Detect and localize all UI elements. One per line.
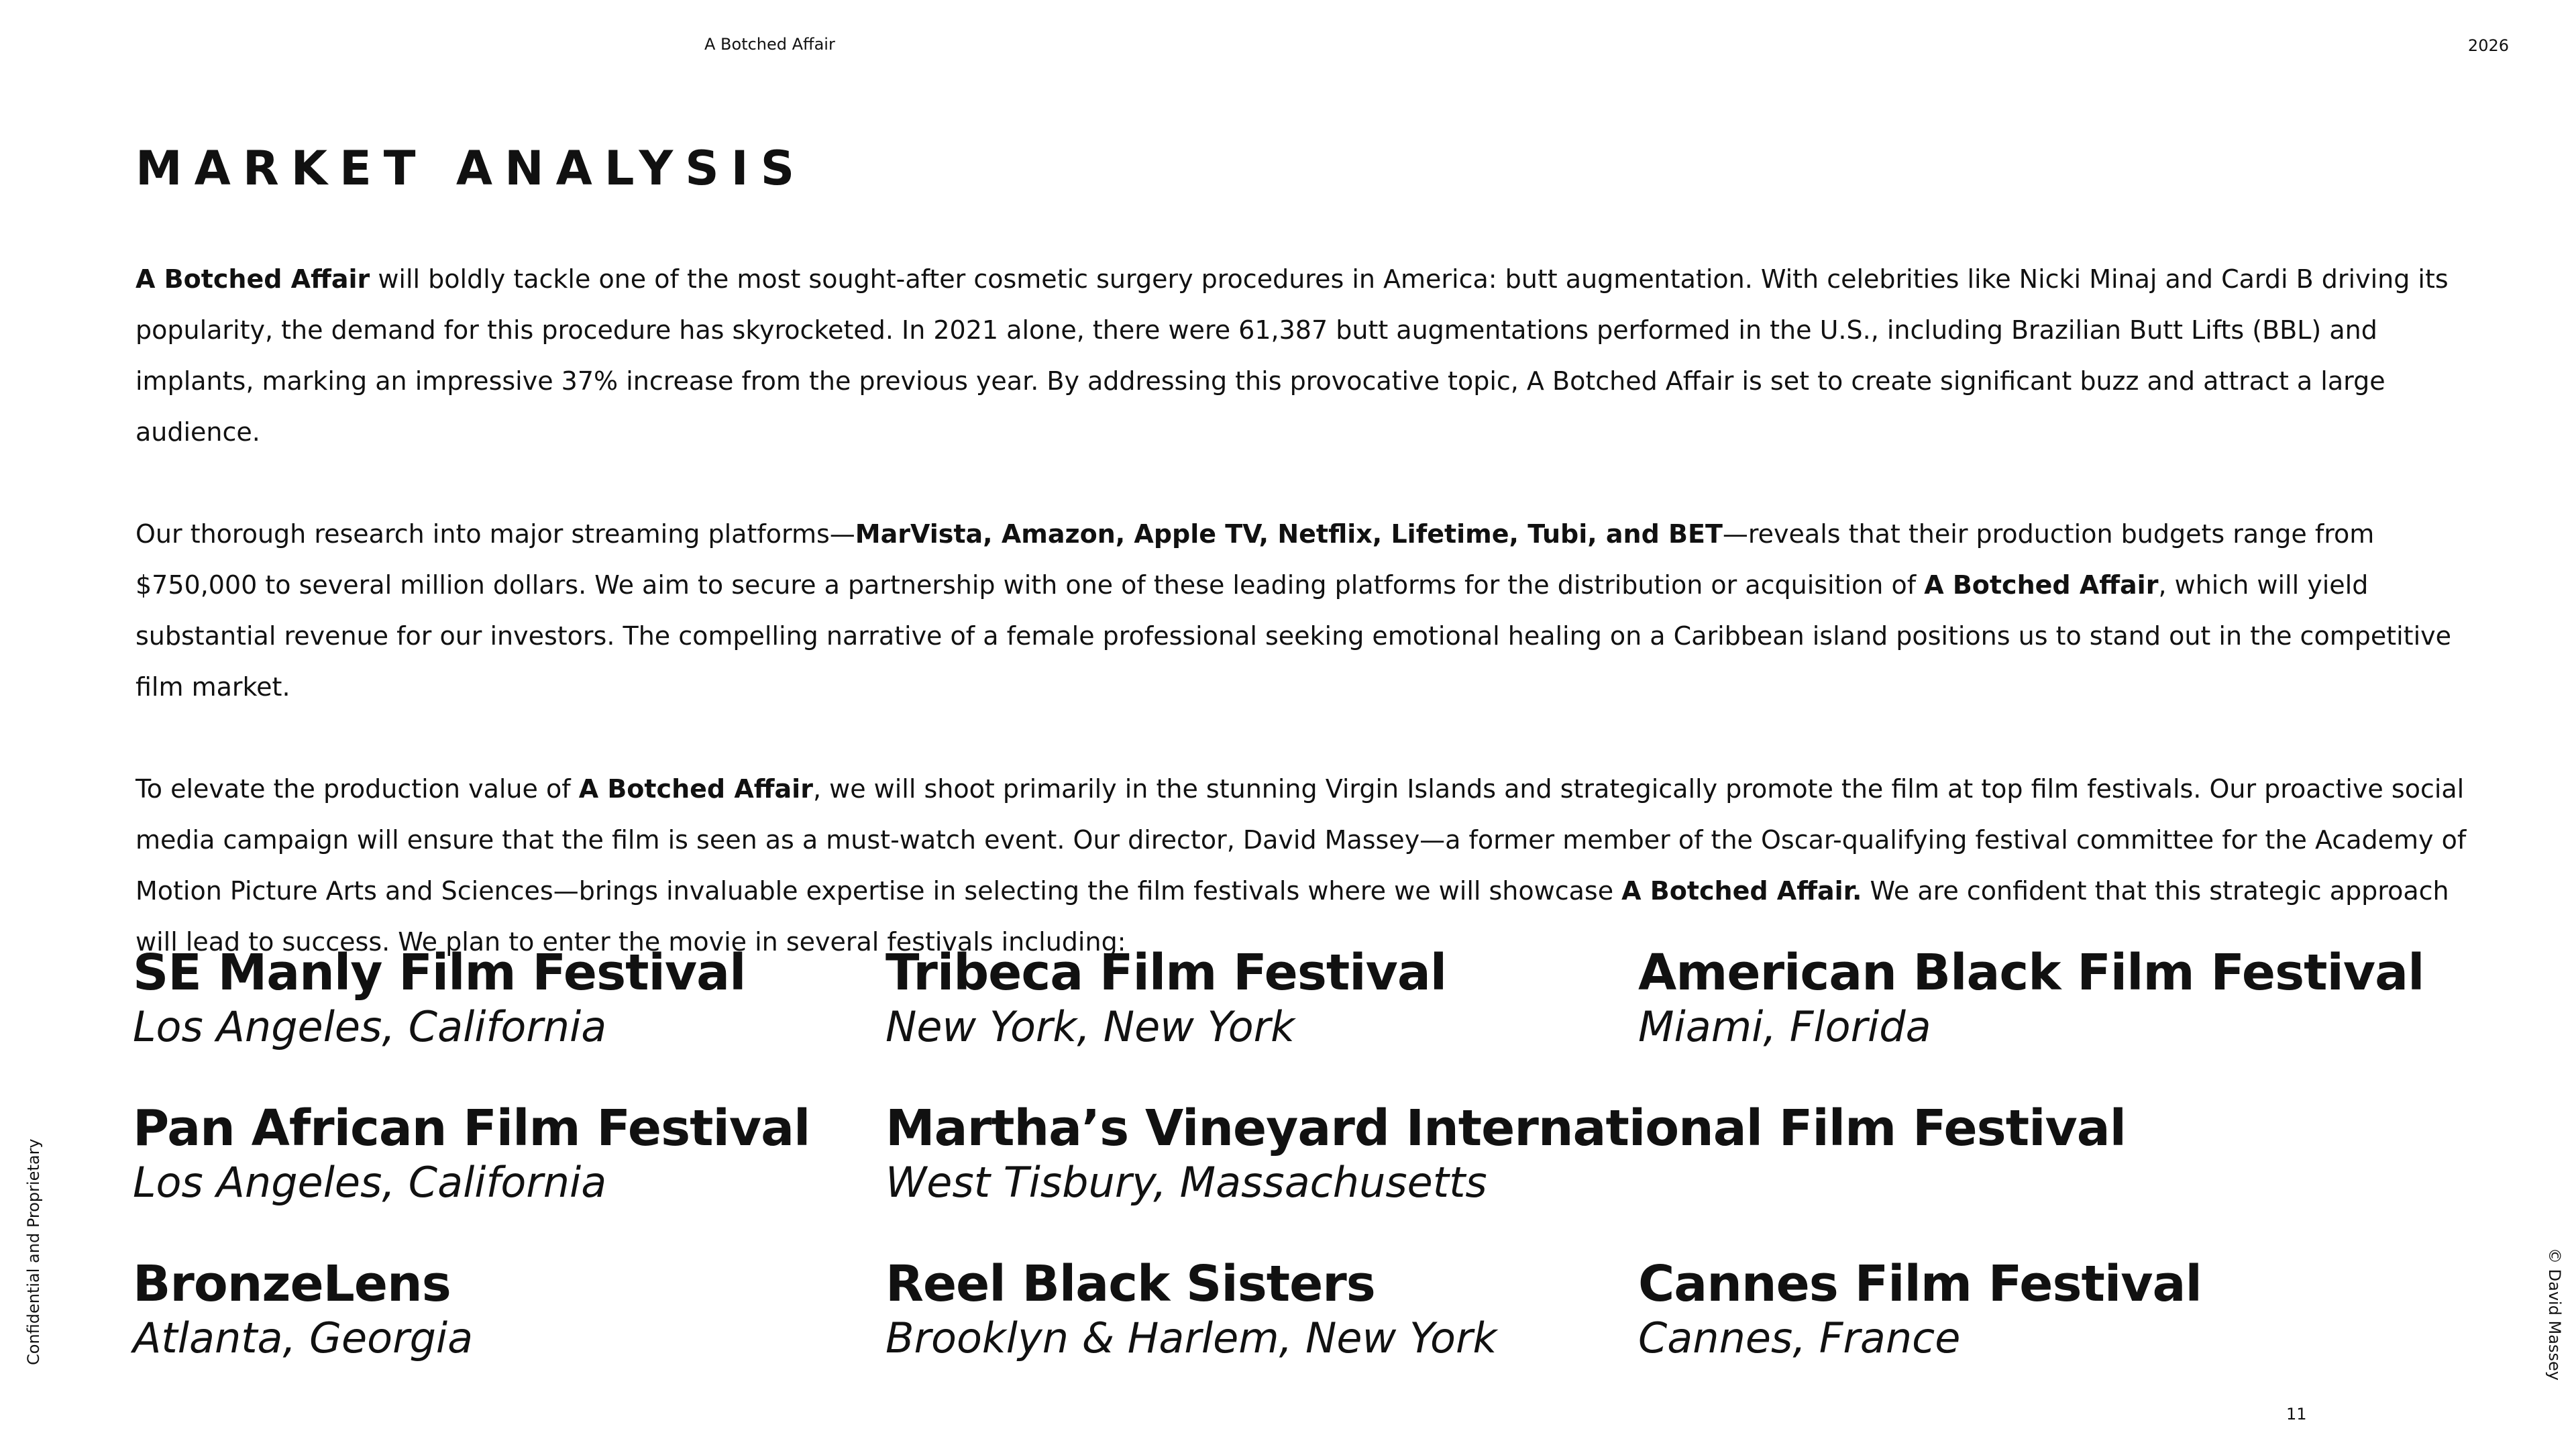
festival-name: BronzeLens bbox=[133, 1255, 451, 1313]
festival-name: Pan African Film Festival bbox=[133, 1099, 810, 1157]
festival-location: Cannes, France bbox=[1638, 1313, 1961, 1362]
body-text bbox=[136, 254, 2470, 1018]
paragraph-streaming bbox=[136, 508, 2470, 712]
text-run: We are confident that this strategic approach will lead to success. We plan to enter the movie in several festivals including: bbox=[136, 876, 2449, 957]
festival-item bbox=[1638, 945, 2424, 1053]
festival-name: Cannes Film Festival bbox=[1638, 1255, 2202, 1313]
bold-text-run: A Botched Affair. bbox=[1621, 876, 1862, 906]
festival-item bbox=[1638, 1256, 2202, 1364]
paragraph-festival-strategy bbox=[136, 763, 2470, 967]
page-number: 11 bbox=[2286, 1405, 2307, 1424]
festival-item bbox=[885, 945, 1446, 1053]
text-run: To elevate the production value of bbox=[136, 774, 579, 804]
festival-location: New York, New York bbox=[885, 1002, 1295, 1051]
text-run: Our thorough research into major streaming platforms— bbox=[136, 519, 855, 549]
bold-text-run: A Botched Affair bbox=[1924, 570, 2159, 600]
text-run: , we will shoot primarily in the stunning Virgin Islands and strategically promote the film at top film festivals. Our proactive social media campaign will ensure that the film is seen as a must-watch event. Our director, David Massey—a former member of the Oscar-qualifying festival committee for the Academy of Motion Picture Arts and Sciences—brings invaluable expertise in selecting the film festivals where we will showcase bbox=[136, 774, 2467, 906]
festival-item bbox=[885, 1256, 1497, 1364]
header-document-title: A Botched Affair bbox=[704, 35, 835, 54]
festival-location: Los Angeles, California bbox=[133, 1158, 607, 1207]
text-run: , which will yield substantial revenue for our investors. The compelling narrative of a female professional seeking emotional healing on a Caribbean island positions us to stand out in the competitive film market. bbox=[136, 570, 2451, 702]
festival-location: Brooklyn & Harlem, New York bbox=[885, 1313, 1497, 1362]
bold-text-run: MarVista, Amazon, Apple TV, Netflix, Lifetime, Tubi, and BET bbox=[855, 519, 1723, 549]
bold-text-run: A Botched Affair bbox=[136, 264, 370, 294]
text-run: will boldly tackle one of the most sought-after cosmetic surgery procedures in America: butt augmentation. With celebrities like Nicki Minaj and Cardi B driving its popularity, the demand for this procedure has skyrocketed. In 2021 alone, there were 61,387 butt augmentations performed in the U.S., including Brazilian Butt Lifts (BBL) and implants, marking an impressive 37% increase from the previous year. By addressing this provocative topic, A Botched Affair is set to create significant buzz and attract a large audience. bbox=[136, 264, 2449, 447]
festival-item bbox=[133, 1100, 810, 1209]
festival-name: Reel Black Sisters bbox=[885, 1255, 1375, 1313]
festival-name: Tribeca Film Festival bbox=[885, 944, 1447, 1002]
copyright-notice: © David Massey bbox=[2545, 1248, 2564, 1381]
page-title: MARKET ANALYSIS bbox=[136, 141, 807, 196]
festival-location: Atlanta, Georgia bbox=[133, 1313, 474, 1362]
festival-location: Miami, Florida bbox=[1638, 1002, 1931, 1051]
festival-name: American Black Film Festival bbox=[1638, 944, 2424, 1002]
festival-location: West Tisbury, Massachusetts bbox=[885, 1158, 1487, 1207]
bold-text-run: A Botched Affair bbox=[578, 774, 813, 804]
festival-item bbox=[133, 1256, 473, 1364]
festival-item bbox=[133, 945, 745, 1053]
festival-name: SE Manly Film Festival bbox=[133, 944, 746, 1002]
confidential-notice: Confidential and Proprietary bbox=[24, 1138, 43, 1365]
text-run: —reveals that their production budgets range from $750,000 to several million dollars. We aim to secure a partnership with one of these leading platforms for the distribution or acquisition of bbox=[136, 519, 2375, 600]
festival-item bbox=[885, 1100, 2126, 1209]
festival-location: Los Angeles, California bbox=[133, 1002, 607, 1051]
paragraph-intro bbox=[136, 254, 2470, 458]
header-year: 2026 bbox=[2467, 36, 2509, 55]
festival-name: Martha’s Vineyard International Film Festival bbox=[885, 1099, 2127, 1157]
